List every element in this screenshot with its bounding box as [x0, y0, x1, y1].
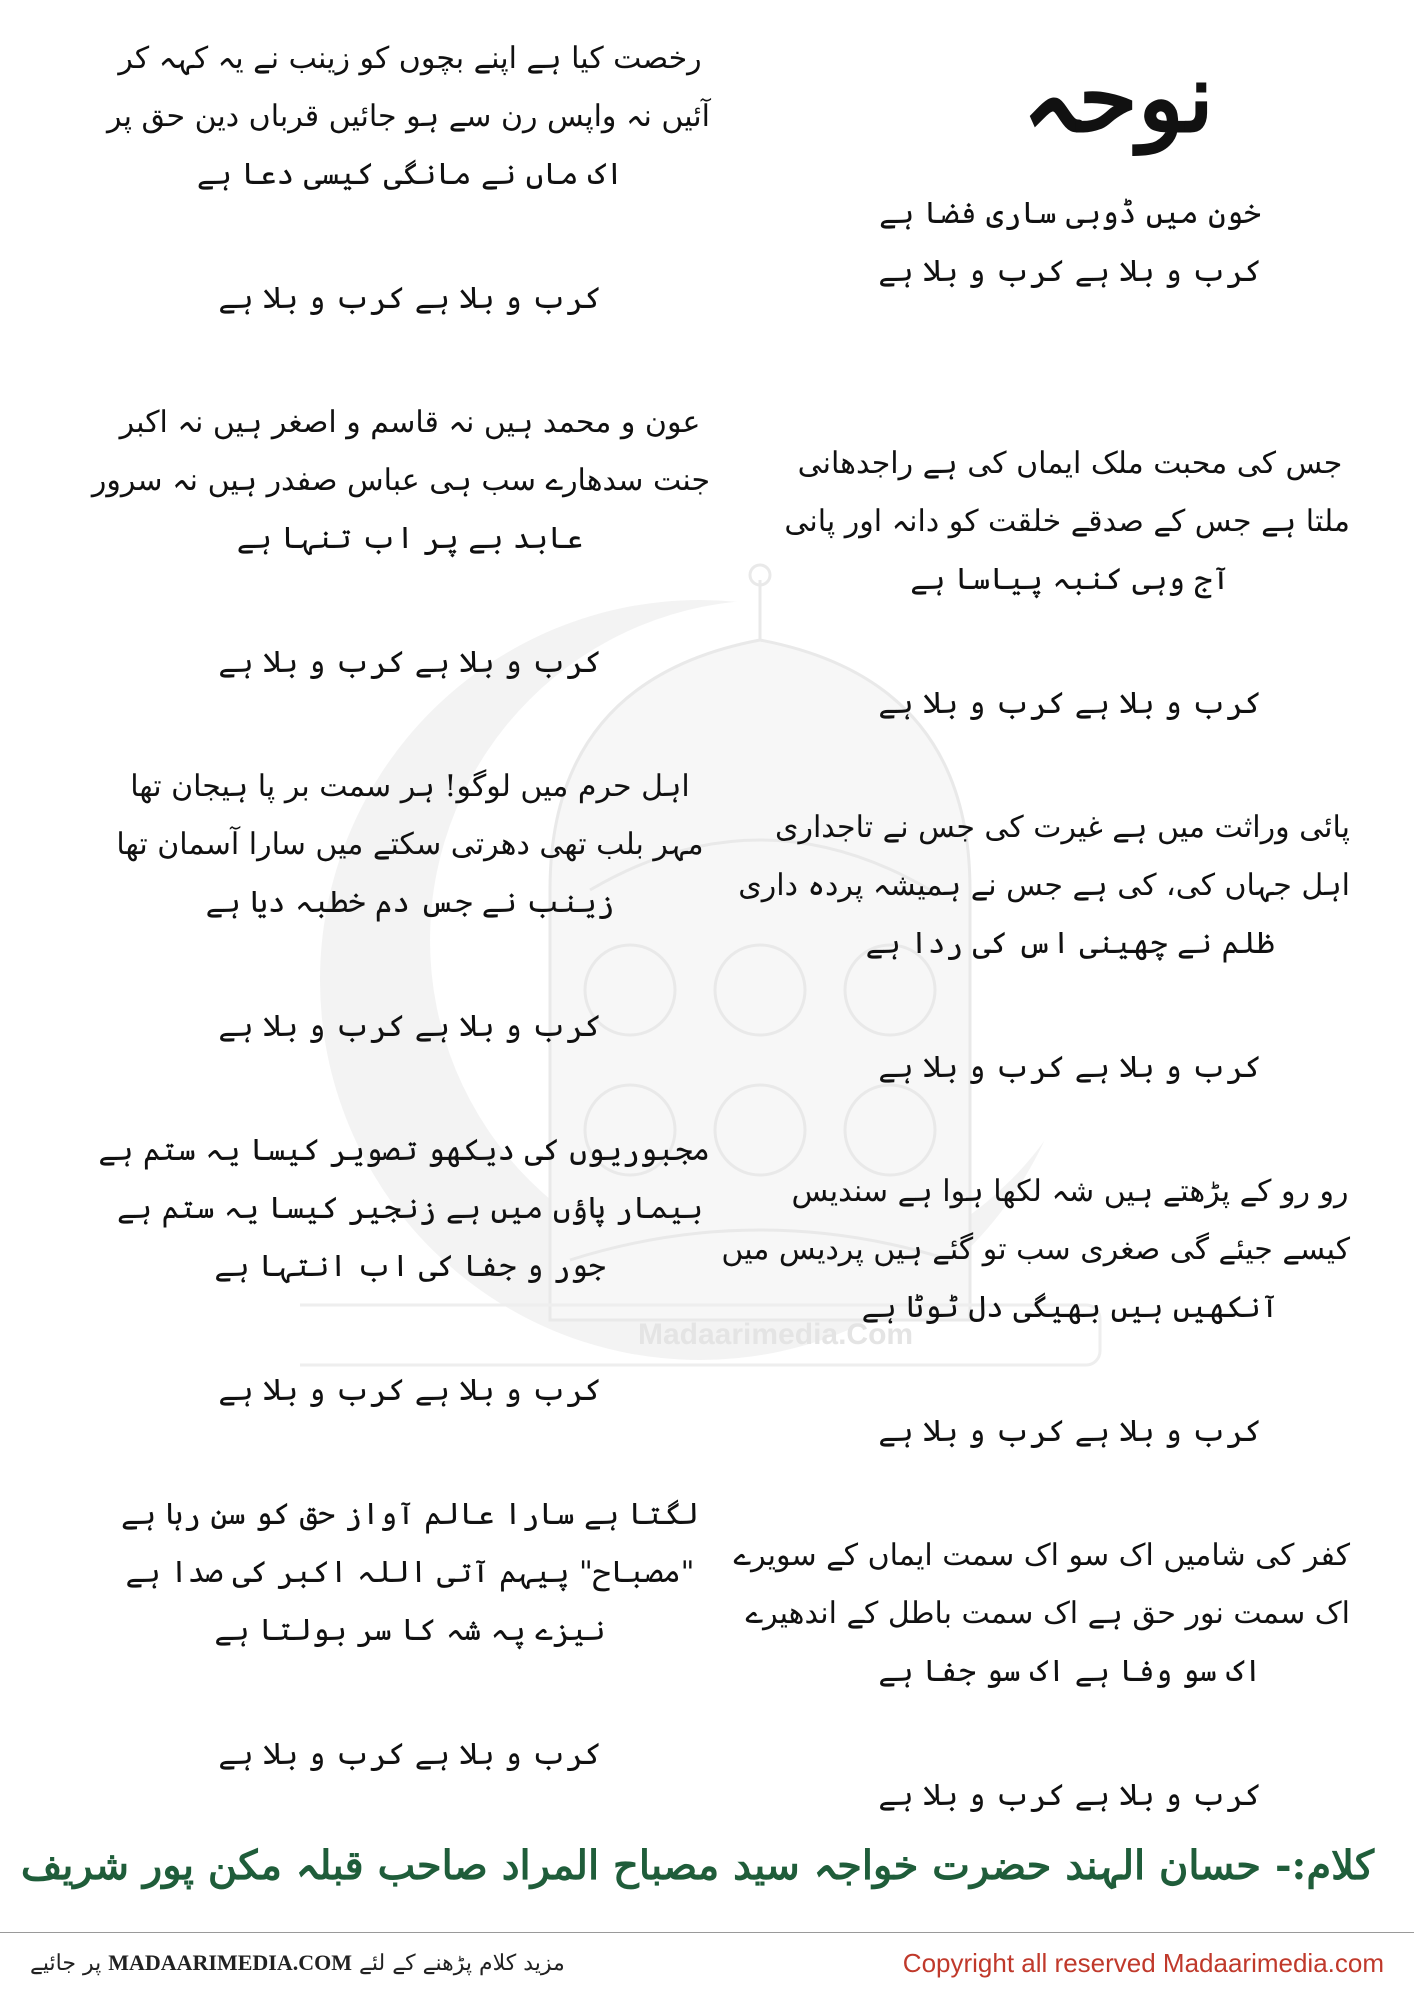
- verse-line: نیزے پہ شہ کا سر بولتا ہے: [214, 1613, 606, 1648]
- verse-line: اک ماں نے مانگی کیسی دعا ہے: [196, 157, 624, 192]
- verse-line: جنت سدھارے سب ہی عباس صفدر ہیں نہ سرور: [91, 463, 710, 498]
- refrain-line: کرب و بلا ہے کرب و بلا ہے: [878, 1050, 1262, 1085]
- verse-line: ظلم نے چھینی اس کی ردا ہے: [865, 926, 1275, 961]
- verse-line: لگتا ہے سارا عالم آواز حق کو سن رہا ہے: [120, 1497, 699, 1532]
- page-title: نوحہ: [1022, 41, 1214, 154]
- stanza: [784, 435, 1350, 609]
- copyright-text: Copyright all reserved Madaarimedia.com: [902, 1948, 1384, 1978]
- verse-line: جور و جفا کی اب انتہا ہے: [214, 1249, 606, 1284]
- poet-credit: کلام:- حسان الہند حضرت خواجہ سید مصباح المراد صاحب قبلہ مکن پور شریف: [20, 1842, 1374, 1889]
- footer-prefix: مزید کلام پڑھنے کے لئے: [359, 1951, 565, 1976]
- refrain-line: کرب و بلا ہے کرب و بلا ہے: [218, 1009, 602, 1044]
- footer-divider: [0, 1932, 1414, 1933]
- watermark-text: Madaarimedia.Com: [638, 1318, 914, 1351]
- verse-line: اک سو وفا ہے اک سو جفا ہے: [878, 1654, 1262, 1689]
- refrain-line: کرب و بلا ہے کرب و بلا ہے: [218, 645, 602, 680]
- verse-line: عابد بے پر اب تنہا ہے: [236, 521, 584, 556]
- verse-line: "مصباح" پیہم آتی اللہ اکبر کی صدا ہے: [125, 1555, 695, 1590]
- stanza: [98, 1122, 710, 1296]
- verse-line: ملتا ہے جس کے صدقے خلقت کو دانہ اور پانی: [784, 504, 1350, 539]
- verse-line: مہر بلب تھی دھرتی سکتے میں سارا آسمان تھا: [116, 827, 704, 862]
- footer-site-link[interactable]: MADAARIMEDIA.COM: [108, 1950, 353, 1975]
- stanza: [738, 799, 1350, 973]
- verse-line: کفر کی شامیں اک سو اک سمت ایماں کے سویرے: [733, 1538, 1350, 1573]
- refrain-line: کرب و بلا ہے کرب و بلا ہے: [218, 1373, 602, 1408]
- verse-line: اہل جہاں کی، کی ہے جس نے ہمیشہ پردہ داری: [738, 868, 1350, 903]
- footer-note: [30, 1950, 565, 1976]
- stanza: [107, 30, 710, 204]
- refrain-line: کرب و بلا ہے کرب و بلا ہے: [218, 281, 602, 316]
- stanza: [790, 185, 1350, 301]
- refrain-line: کرب و بلا ہے کرب و بلا ہے: [878, 1778, 1262, 1813]
- stanza: [733, 1527, 1350, 1701]
- verse-line: کیسے جیئے گی صغری سب تو گئے ہیں پردیس میں: [721, 1232, 1350, 1267]
- verse-line: رخصت کیا ہے اپنے بچوں کو زینب نے یہ کہہ کر: [118, 41, 702, 76]
- verse-line: اک سمت نور حق ہے اک سمت باطل کے اندھیرے: [745, 1596, 1350, 1631]
- stanza: [91, 394, 710, 568]
- refrain-line: کرب و بلا ہے کرب و بلا ہے: [218, 1737, 602, 1772]
- refrain-line: کرب و بلا ہے کرب و بلا ہے: [878, 686, 1262, 721]
- stanza: [110, 758, 710, 932]
- verse-line: خون میں ڈوبی ساری فضا ہے: [879, 196, 1261, 231]
- verse-line: جس کی محبت ملک ایماں کی ہے راجدھانی: [797, 446, 1343, 481]
- verse-line: عون و محمد ہیں نہ قاسم و اصغر ہیں نہ اکبر: [119, 405, 701, 440]
- verse-line: زینب نے جس دم خطبہ دیا ہے: [205, 885, 615, 920]
- verse-line: آنکھیں ہیں بھیگی دل ٹوٹا ہے: [861, 1290, 1279, 1325]
- verse-line: آئیں نہ واپس رن سے ہو جائیں قرباں دین حق پر: [107, 99, 710, 134]
- verse-line: پائی وراثت میں ہے غیرت کی جس نے تاجداری: [775, 810, 1350, 845]
- footer-suffix: پر جائیے: [30, 1951, 102, 1976]
- refrain-line: کرب و بلا ہے کرب و بلا ہے: [878, 1414, 1262, 1449]
- verse-line: بیمار پاؤں میں ہے زنجیر کیسا یہ ستم ہے: [116, 1191, 704, 1226]
- verse-line: رو رو کے پڑھتے ہیں شہ لکھا ہوا ہے سندیس: [791, 1174, 1349, 1209]
- verse-line: اہل حرم میں لوگو! ہر سمت بر پا ہیجان تھا: [130, 769, 690, 804]
- stanza: [110, 1486, 710, 1660]
- verse-line: آج وہی کنبہ پیاسا ہے: [910, 562, 1230, 597]
- left-column: [91, 30, 710, 1784]
- verse-line: کرب و بلا ہے کرب و بلا ہے: [878, 254, 1262, 289]
- stanza: [721, 1163, 1350, 1337]
- verse-line: مجبوریوں کی دیکھو تصویر کیسا یہ ستم ہے: [98, 1133, 710, 1168]
